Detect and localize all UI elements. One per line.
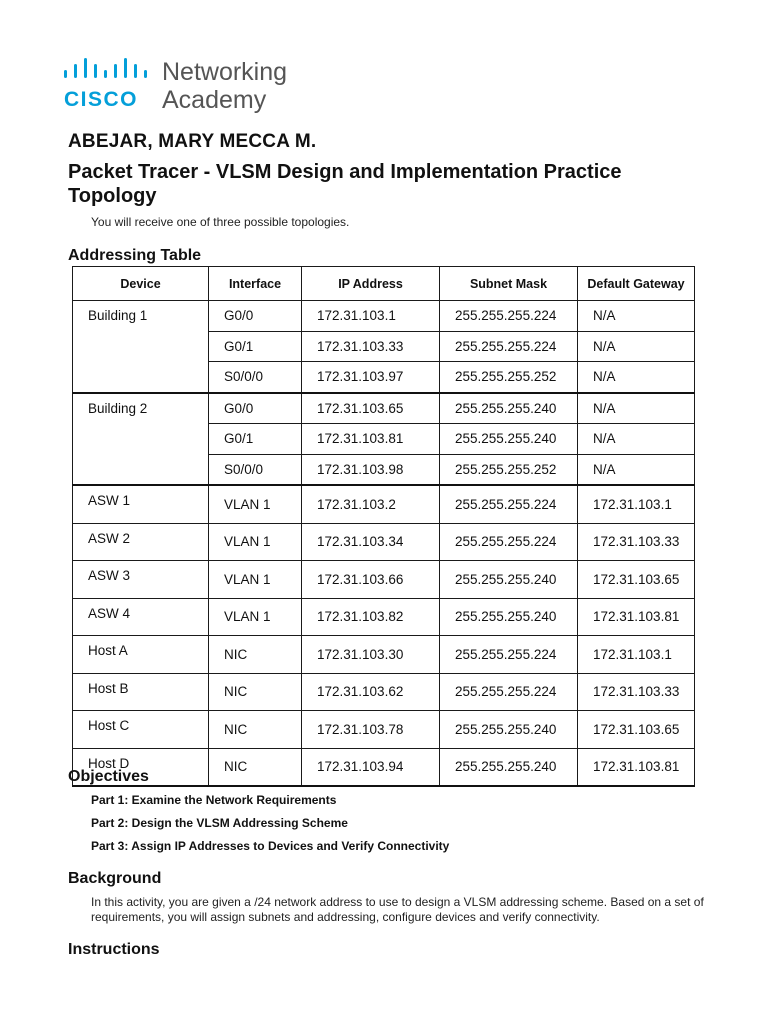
cell-ip-address: 172.31.103.82 xyxy=(302,598,440,636)
cell-default-gateway: N/A xyxy=(578,393,695,424)
cell-subnet-mask: 255.255.255.252 xyxy=(440,454,578,485)
cell-default-gateway: N/A xyxy=(578,362,695,393)
cell-device: ASW 2 xyxy=(73,523,209,561)
logo-bar xyxy=(64,70,67,78)
cell-ip-address: 172.31.103.98 xyxy=(302,454,440,485)
logo-bar xyxy=(144,70,147,78)
cell-default-gateway: N/A xyxy=(578,301,695,332)
table-row xyxy=(73,598,695,636)
cell-default-gateway: 172.31.103.81 xyxy=(578,598,695,636)
cell-interface: VLAN 1 xyxy=(209,598,302,636)
cell-device: ASW 4 xyxy=(73,598,209,636)
cell-interface: G0/0 xyxy=(209,301,302,332)
table-row xyxy=(73,711,695,749)
cell-ip-address: 172.31.103.2 xyxy=(302,485,440,523)
logo-bar xyxy=(94,64,97,78)
topology-note: You will receive one of three possible topologies. xyxy=(91,215,350,229)
cell-ip-address: 172.31.103.62 xyxy=(302,673,440,711)
cell-interface: G0/0 xyxy=(209,393,302,424)
table-row xyxy=(73,673,695,711)
cell-subnet-mask: 255.255.255.252 xyxy=(440,362,578,393)
svg-text:Academy: Academy xyxy=(162,86,267,114)
cell-default-gateway: 172.31.103.81 xyxy=(578,748,695,786)
cell-interface: G0/1 xyxy=(209,331,302,362)
cell-default-gateway: 172.31.103.65 xyxy=(578,711,695,749)
cell-ip-address: 172.31.103.94 xyxy=(302,748,440,786)
instructions-heading: Instructions xyxy=(68,941,160,958)
logo-bar xyxy=(84,58,87,78)
svg-text:CISCO: CISCO xyxy=(64,88,139,111)
cell-ip-address: 172.31.103.81 xyxy=(302,424,440,455)
logo-bar xyxy=(74,64,77,78)
cell-interface: G0/1 xyxy=(209,424,302,455)
table-row xyxy=(73,485,695,523)
header-interface: Interface xyxy=(209,267,302,301)
logo-bar xyxy=(114,64,117,78)
cell-ip-address: 172.31.103.34 xyxy=(302,523,440,561)
cisco-networking-academy-logo xyxy=(56,56,306,114)
objectives-list xyxy=(91,793,449,862)
table-row xyxy=(73,523,695,561)
cell-interface: S0/0/0 xyxy=(209,454,302,485)
objectives-heading: Objectives xyxy=(68,768,149,785)
cell-default-gateway: 172.31.103.1 xyxy=(578,636,695,674)
cell-interface: S0/0/0 xyxy=(209,362,302,393)
objective-part-1: Part 1: Examine the Network Requirements xyxy=(91,793,337,807)
cell-subnet-mask: 255.255.255.224 xyxy=(440,673,578,711)
cell-ip-address: 172.31.103.33 xyxy=(302,331,440,362)
addressing-table xyxy=(72,266,695,787)
cell-default-gateway: N/A xyxy=(578,424,695,455)
cell-default-gateway: N/A xyxy=(578,331,695,362)
cell-device: Building 1 xyxy=(73,301,209,393)
cell-device: Host B xyxy=(73,673,209,711)
cell-interface: VLAN 1 xyxy=(209,523,302,561)
cell-default-gateway: 172.31.103.33 xyxy=(578,523,695,561)
cell-subnet-mask: 255.255.255.224 xyxy=(440,485,578,523)
cell-ip-address: 172.31.103.97 xyxy=(302,362,440,393)
cell-device: ASW 3 xyxy=(73,561,209,599)
background-text: In this activity, you are given a /24 network address to use to design a VLSM addressing scheme. Based on a set of requirements, you will assign subnets and addressing, configure devices and verify connectivity. xyxy=(91,895,704,924)
cell-interface: VLAN 1 xyxy=(209,561,302,599)
cell-default-gateway: 172.31.103.65 xyxy=(578,561,695,599)
cell-subnet-mask: 255.255.255.240 xyxy=(440,711,578,749)
cell-interface: NIC xyxy=(209,711,302,749)
cell-subnet-mask: 255.255.255.224 xyxy=(440,523,578,561)
table-row xyxy=(73,301,695,332)
logo-bar xyxy=(124,58,127,78)
logo-bar xyxy=(134,64,137,78)
cell-interface: NIC xyxy=(209,673,302,711)
cell-ip-address: 172.31.103.65 xyxy=(302,393,440,424)
cell-subnet-mask: 255.255.255.240 xyxy=(440,424,578,455)
cell-subnet-mask: 255.255.255.240 xyxy=(440,393,578,424)
objective-part-2: Part 2: Design the VLSM Addressing Scheme xyxy=(91,816,348,830)
student-name: ABEJAR, MARY MECCA M. xyxy=(68,131,317,152)
cell-ip-address: 172.31.103.1 xyxy=(302,301,440,332)
cell-interface: NIC xyxy=(209,636,302,674)
background-heading: Background xyxy=(68,870,162,887)
header-default-gateway: Default Gateway xyxy=(578,267,695,301)
header-device: Device xyxy=(73,267,209,301)
cell-default-gateway: 172.31.103.1 xyxy=(578,485,695,523)
cell-subnet-mask: 255.255.255.224 xyxy=(440,301,578,332)
table-header-row xyxy=(73,267,695,301)
cell-interface: VLAN 1 xyxy=(209,485,302,523)
cell-ip-address: 172.31.103.30 xyxy=(302,636,440,674)
cell-subnet-mask: 255.255.255.240 xyxy=(440,561,578,599)
cell-device: Host D xyxy=(73,748,209,786)
table-row xyxy=(73,393,695,424)
cell-interface: NIC xyxy=(209,748,302,786)
header-subnet-mask: Subnet Mask xyxy=(440,267,578,301)
cell-default-gateway: 172.31.103.33 xyxy=(578,673,695,711)
cell-ip-address: 172.31.103.78 xyxy=(302,711,440,749)
cell-subnet-mask: 255.255.255.224 xyxy=(440,636,578,674)
objective-part-3: Part 3: Assign IP Addresses to Devices and Verify Connectivity xyxy=(91,839,450,853)
cell-ip-address: 172.31.103.66 xyxy=(302,561,440,599)
svg-text:Networking: Networking xyxy=(162,58,288,86)
cell-subnet-mask: 255.255.255.240 xyxy=(440,748,578,786)
addressing-table-heading: Addressing Table xyxy=(68,247,202,264)
header-ip-address: IP Address xyxy=(302,267,440,301)
cell-default-gateway: N/A xyxy=(578,454,695,485)
cell-device: ASW 1 xyxy=(73,485,209,523)
table-row xyxy=(73,561,695,599)
cell-device: Host C xyxy=(73,711,209,749)
logo-bar xyxy=(104,70,107,78)
cell-device: Building 2 xyxy=(73,393,209,486)
page-title: Packet Tracer - VLSM Design and Implementation Practice Topology xyxy=(68,161,622,207)
cell-subnet-mask: 255.255.255.240 xyxy=(440,598,578,636)
cell-device: Host A xyxy=(73,636,209,674)
table-row xyxy=(73,748,695,786)
cell-subnet-mask: 255.255.255.224 xyxy=(440,331,578,362)
table-row xyxy=(73,636,695,674)
